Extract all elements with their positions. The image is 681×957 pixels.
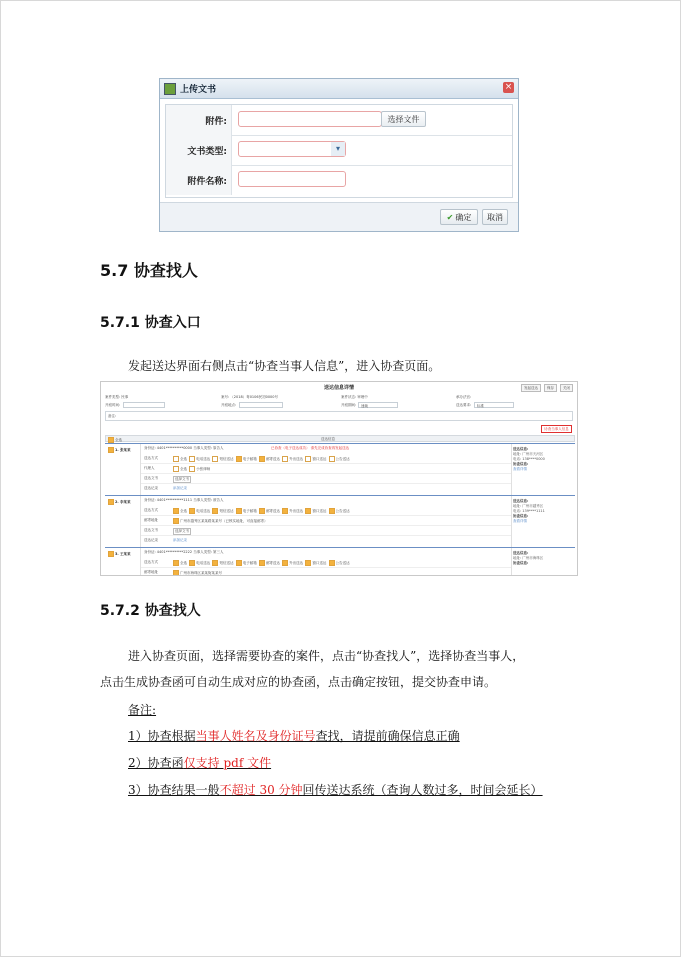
shot-tool-save[interactable]: 保存 [544, 384, 557, 392]
checkbox-icon[interactable] [259, 560, 265, 566]
mode-label: 送达方式 [144, 560, 158, 564]
doc-type-select[interactable] [238, 141, 346, 157]
shot-table-title: 送达信息 [321, 437, 335, 441]
party-info: 身份证: 4401**********1111 当事人类型: 被告人 [144, 498, 224, 502]
record-label: 送达记录 [144, 486, 158, 490]
shot-remark-box[interactable] [105, 411, 573, 421]
mode-label: 送达方式 [144, 508, 158, 512]
party-info: 身份证: 4401**********0000 当事人类型: 原告人 [144, 446, 224, 450]
checkbox-icon[interactable] [173, 456, 179, 462]
checkbox-icon[interactable] [329, 456, 335, 462]
section-5-7-1-text: 发起送达界面右侧点击“协查当事人信息”，进入协查页面。 [128, 359, 441, 373]
note-2: 2）协查函仅支持 pdf 文件 [128, 756, 272, 770]
checkbox-icon[interactable] [236, 560, 242, 566]
mode-label: 送达方式 [144, 456, 158, 460]
checkbox-icon[interactable] [305, 508, 311, 514]
attachment-name-label: 附件名称: [166, 165, 232, 195]
checkbox-icon[interactable] [189, 508, 195, 514]
checkbox-icon[interactable] [173, 570, 179, 576]
checkbox-icon[interactable] [329, 560, 335, 566]
shot-tool-close[interactable]: 关闭 [560, 384, 573, 392]
checkbox-icon[interactable] [173, 518, 179, 524]
party-record-row [141, 535, 511, 545]
checkbox-icon[interactable] [305, 456, 311, 462]
attachment-input[interactable] [238, 111, 382, 127]
view-detail-link[interactable]: 查看详情 [513, 519, 527, 523]
checkbox-icon[interactable] [173, 466, 179, 472]
choose-doc-button[interactable]: 选择文书 [175, 529, 189, 533]
addr-label: 邮寄地址 [144, 518, 158, 522]
close-icon[interactable]: × [504, 82, 513, 92]
checkbox-icon[interactable] [282, 508, 288, 514]
mode-options: 全选 电话送达 短信送达 电子邮箱 邮寄送达 外出送达 窗口送达 公告送达 [173, 560, 350, 566]
upload-dialog [159, 78, 519, 232]
party-record-row [141, 483, 511, 493]
checkbox-icon[interactable] [173, 560, 179, 566]
shot-select[interactable] [358, 402, 398, 408]
checkbox-icon[interactable] [212, 508, 218, 514]
shot-select-value: 标准 [477, 404, 484, 408]
party-row [105, 547, 575, 576]
party-name: 3. 王某某 [108, 551, 130, 557]
party-row [105, 443, 575, 495]
shot-field: 开庭地点: [221, 403, 237, 407]
shot-select[interactable] [474, 402, 514, 408]
attachment-row [166, 105, 512, 136]
shot-tool-send[interactable]: 发起送达 [521, 384, 541, 392]
section-heading-5-7-2: 5.7.2 协查找人 [100, 603, 201, 619]
view-detail-link[interactable]: 查看详情 [513, 467, 527, 471]
checkbox-icon[interactable] [108, 499, 114, 505]
shot-select-all[interactable]: 全选 [108, 437, 122, 443]
checkbox-icon[interactable] [282, 560, 288, 566]
checkbox-icon[interactable] [305, 560, 311, 566]
checkbox-icon[interactable] [259, 456, 265, 462]
section-5-7-2-line1: 进入协查页面，选择需要协查的案件，点击“协查找人”，选择协查当事人， [128, 649, 525, 663]
doc-label: 送达文书 [144, 476, 158, 480]
shot-field: 承办法官: [456, 395, 472, 399]
shot-toolbar [521, 384, 573, 392]
cancel-button[interactable]: 取消 [482, 209, 508, 225]
party-addr-row [141, 567, 511, 576]
dialog-title: 上传文书 [180, 85, 217, 95]
shot-input[interactable] [239, 402, 283, 408]
checkbox-icon[interactable] [189, 560, 195, 566]
party-warning: 已协查（电子送达成功） 请先完成协查再发起送达 [271, 446, 350, 450]
record-label: 送达记录 [144, 538, 158, 542]
checkbox-icon[interactable] [212, 560, 218, 566]
add-record-link[interactable]: 添加记录 [173, 486, 187, 490]
checkbox-icon[interactable] [189, 466, 195, 472]
ok-button-label: 确定 [455, 213, 472, 222]
assist-page-screenshot [100, 381, 578, 576]
mode-options: 全选 电话送达 短信送达 电子邮箱 邮寄送达 外出送达 窗口送达 公告送达 [173, 508, 350, 514]
mode-options: 全选 电话送达 短信送达 电子邮箱 邮寄送达 外出送达 窗口送达 公告送达 [173, 456, 350, 462]
attachment-name-row [166, 165, 512, 195]
party-details [140, 444, 512, 495]
shot-input[interactable] [123, 402, 165, 408]
shot-field: 送达要求: [456, 403, 472, 407]
party-side-info: 送达信息: 地址: 广州市越秀区 电话: 139****1111 协查信息: 查看详情 [513, 499, 545, 523]
note-3: 3）协查结果一般不超过 30 分钟回传送达系统（查询人数过多，时间会延长） [128, 783, 543, 797]
shot-field: 开庭期间: [341, 403, 357, 407]
party-info: 身份证: 4401**********2222 当事人类型: 第三人 [144, 550, 224, 554]
shot-field: 案件状态: 审理中 [341, 395, 368, 399]
party-details [140, 496, 512, 547]
ok-button[interactable] [440, 209, 478, 225]
add-record-link[interactable]: 添加记录 [173, 538, 187, 542]
choose-file-button[interactable]: 选择文件 [381, 111, 426, 127]
attachment-name-input[interactable] [238, 171, 346, 187]
section-heading-5-7: 5.7 协查找人 [100, 261, 198, 280]
doc-type-row [166, 135, 512, 166]
agent-label: 代理人 [144, 466, 155, 470]
document-icon [164, 83, 176, 95]
dialog-form [165, 104, 513, 198]
addr-label: 邮寄地址 [144, 570, 158, 574]
doc-type-label: 文书类型: [166, 135, 232, 165]
note-1: 1）协查根据当事人姓名及身份证号查找，请提前确保信息正确 [128, 729, 460, 743]
addr-value: 广州市越秀区某某路某某号（已核实地址，可直接邮寄） [173, 518, 268, 524]
checkbox-icon[interactable] [108, 447, 114, 453]
checkbox-icon[interactable] [212, 456, 218, 462]
agent-options: 全选 小张律师 [173, 466, 210, 472]
shot-field: 案号: （2018）粤0106民初0000号 [221, 395, 279, 399]
section-5-7-2-line2: 点击生成协查函可自动生成对应的协查函，点击确定按钮，提交协查申请。 [100, 675, 497, 689]
checkbox-icon[interactable] [173, 508, 179, 514]
shot-field: 案件类型: 民事 [105, 395, 129, 399]
attachment-label: 附件: [166, 105, 232, 135]
doc-label: 送达文书 [144, 528, 158, 532]
checkbox-icon[interactable] [282, 456, 288, 462]
checkbox-icon[interactable] [236, 508, 242, 514]
choose-doc-button[interactable]: 选择文书 [175, 477, 189, 481]
party-row [105, 495, 575, 547]
checkbox-icon[interactable] [108, 551, 114, 557]
party-side-info: 送达信息: 地址: 广州市海珠区 协查信息: [513, 551, 544, 565]
check-icon: ✔ [446, 213, 454, 222]
party-name: 1. 张某某 [108, 447, 130, 453]
party-name: 2. 李某某 [108, 499, 130, 505]
section-heading-5-7-1: 5.7.1 协查入口 [100, 315, 201, 331]
shot-select-value: 速裁 [361, 404, 368, 408]
shot-table-header [105, 435, 575, 442]
checkbox-icon[interactable] [329, 508, 335, 514]
party-side-info: 送达信息: 地址: 广州市天河区 电话: 138****0000 协查信息: 查看详情 [513, 447, 545, 471]
addr-value: 广州市海珠区某某街某某号 [173, 570, 222, 576]
checkbox-icon[interactable] [189, 456, 195, 462]
assist-party-info-button[interactable]: 协查当事人信息 [541, 425, 572, 433]
remark-title: 备注: [128, 703, 157, 717]
chevron-down-icon[interactable]: ▾ [331, 142, 345, 156]
checkbox-icon[interactable] [259, 508, 265, 514]
party-details [140, 548, 512, 576]
checkbox-icon[interactable] [236, 456, 242, 462]
shot-title: 送达信息详情 [323, 385, 354, 391]
shot-remark-label: 备注: [108, 414, 117, 418]
dialog-header [160, 79, 518, 99]
shot-field: 开庭时间: [105, 403, 121, 407]
dialog-footer [160, 202, 518, 231]
